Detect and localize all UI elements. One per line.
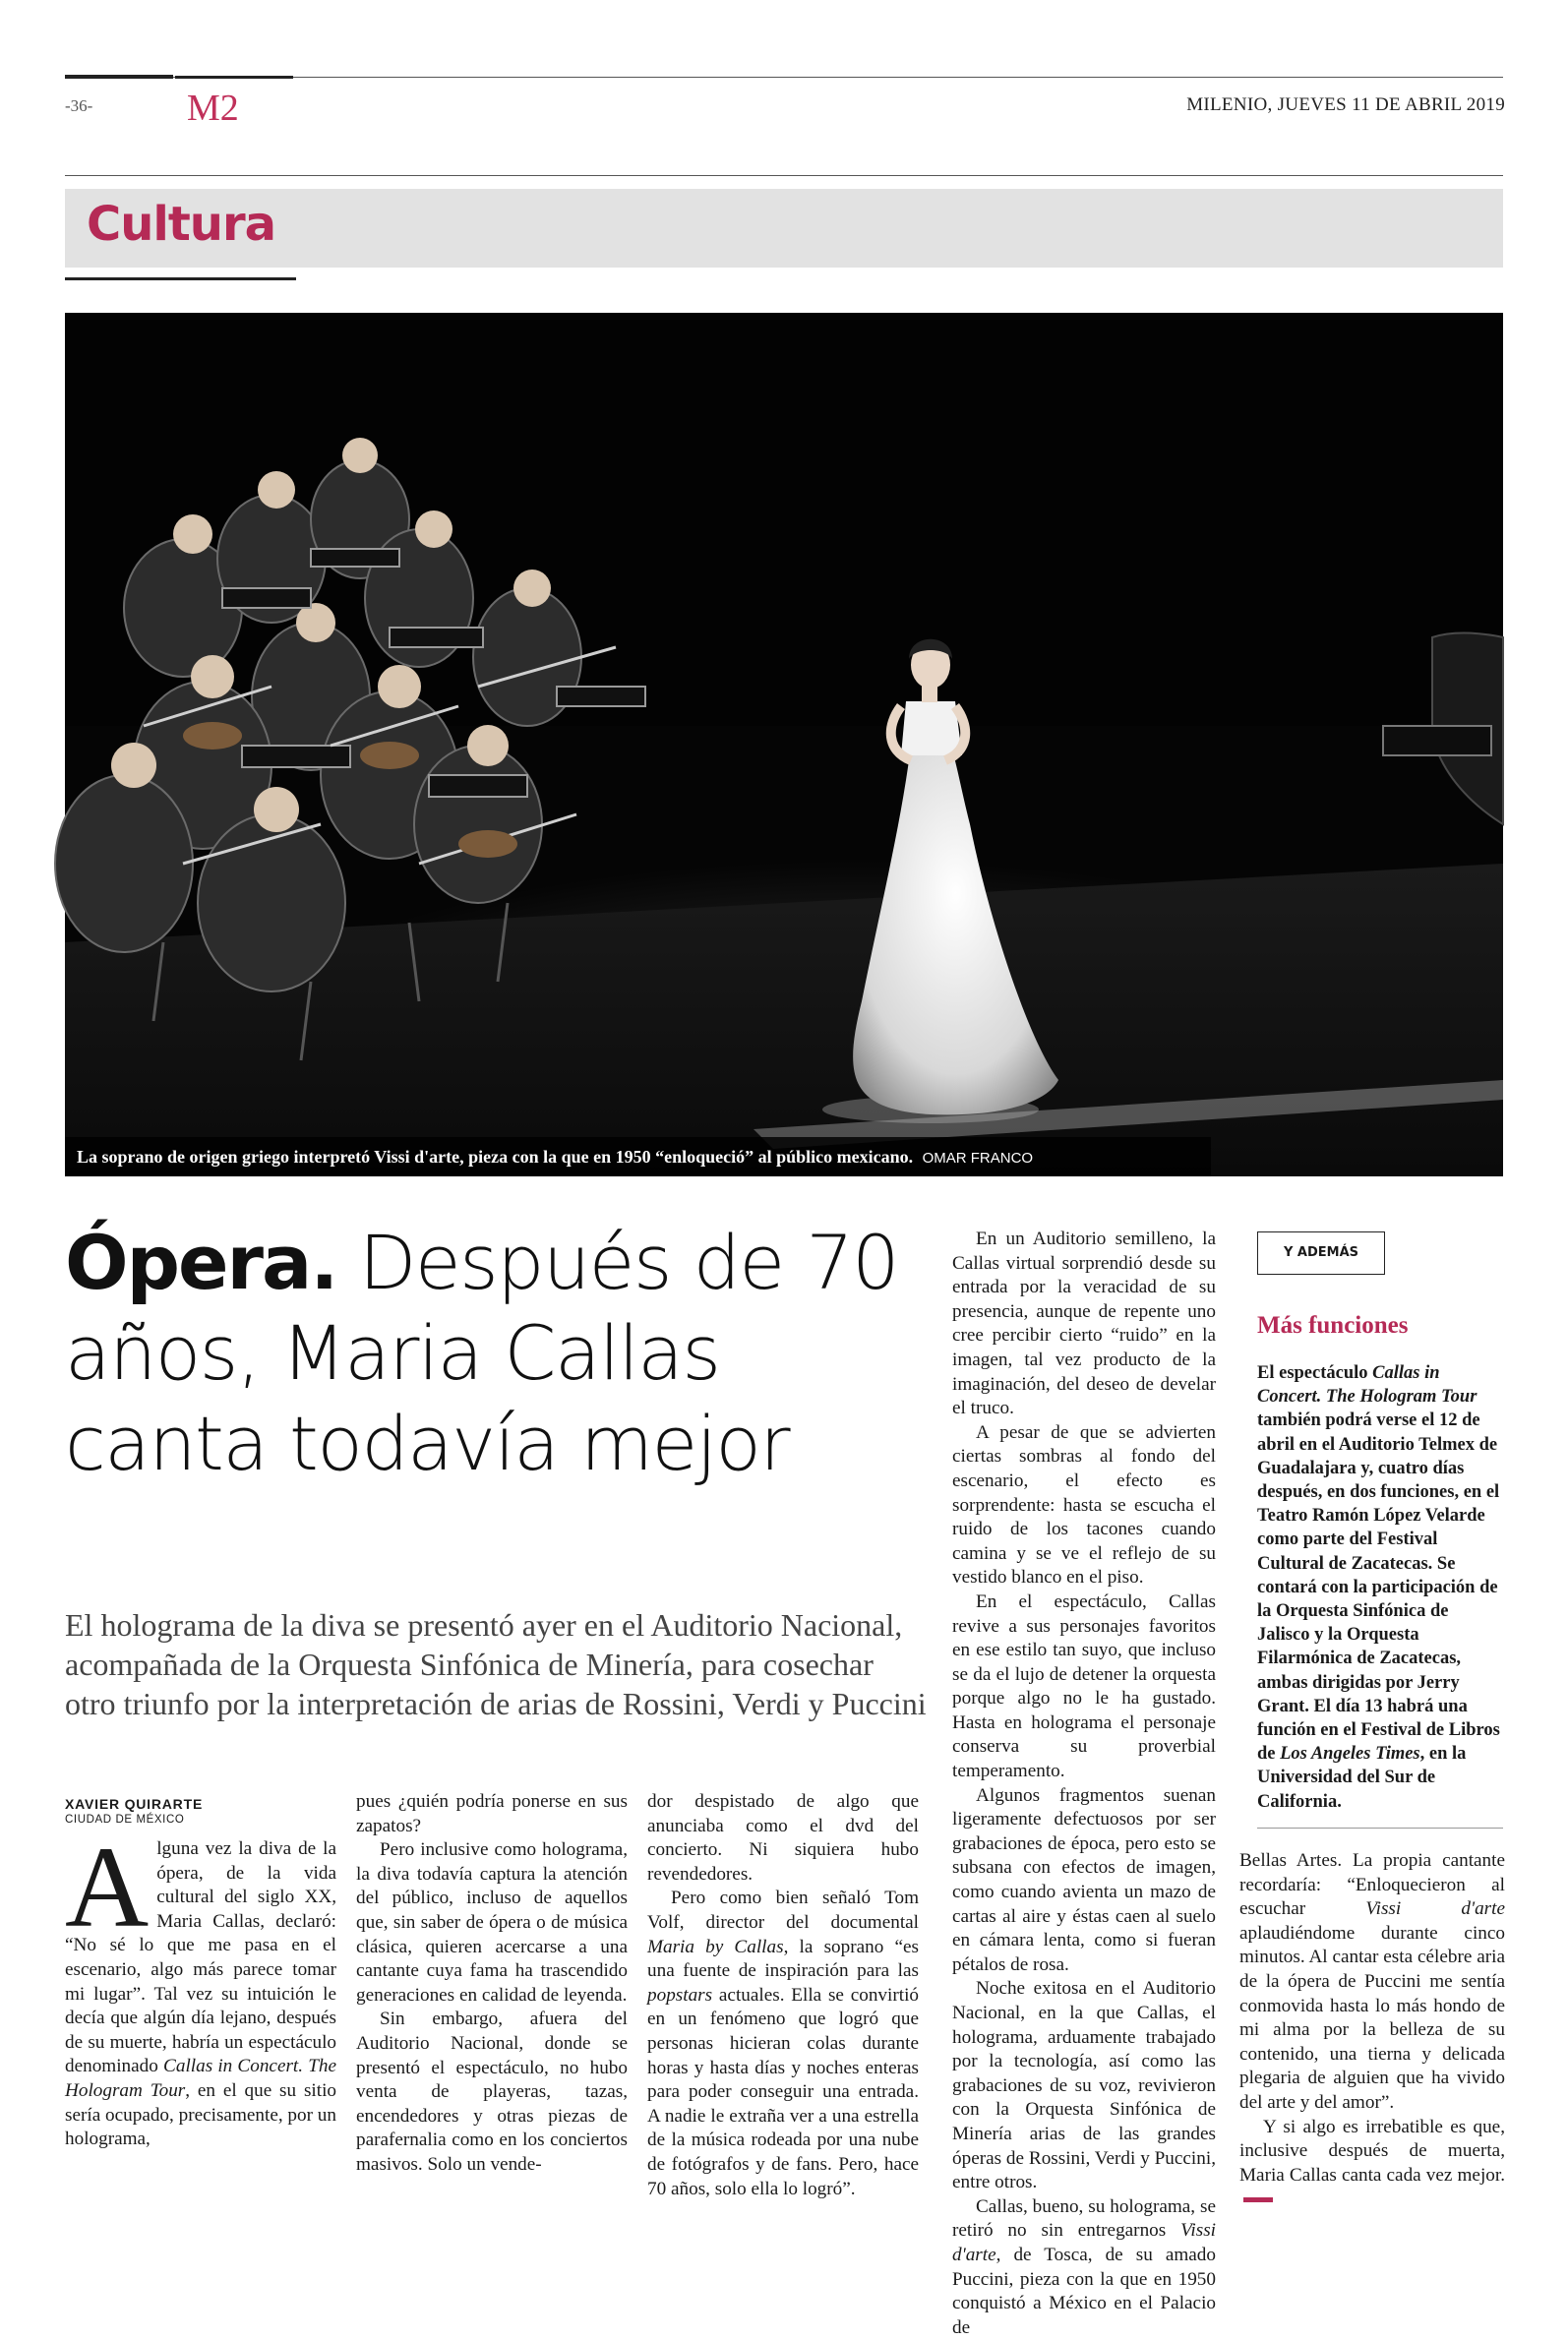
article-paragraph: En el espectáculo, Callas revive a sus personajes favoritos en ese estilo tan suyo, que incluso se da el lujo de detener la orquesta porque algo no le ha gustado. Hasta en holograma el personaje conserva su proverbial temperamento. — [952, 1590, 1216, 1782]
headline-kicker: Ópera. — [65, 1219, 337, 1306]
article-paragraph — [1239, 1849, 1505, 2116]
text-run: Pero como bien señaló Tom Volf, director del documental — [647, 1888, 919, 1933]
article-paragraph: Noche exitosa en el Auditorio Nacional, en la que Callas, el holograma, arduamente trabajado por la tecnología, así como las grabaciones de su voz, revivieron con la Orquesta Sinfónica de Minería arias de las grandes óperas de Rossini, Verdi y Puccini, entre otros. — [952, 1978, 1216, 2193]
article-paragraph — [647, 1887, 919, 2201]
section-band — [65, 189, 1503, 268]
section-code: M2 — [187, 88, 239, 129]
article-paragraph: dor despistado de algo que anunciaba como el dvd del concierto. Ni siquiera hubo revendedores. — [647, 1791, 919, 1885]
emphasis: Maria by Callas — [647, 1936, 784, 1957]
emphasis: Callas in Concert. The Hologram Tour — [65, 2056, 337, 2101]
emphasis: Vissi d'arte — [952, 2220, 1217, 2265]
sidebar-rule — [1257, 1828, 1503, 1829]
emphasis: Vissi d'arte — [1365, 1898, 1505, 1920]
article-paragraph: Pero inclusive como holograma, la diva todavía captura la atención del público, incluso de aquellos que, sin saber de ópera o de música clásica, quieren acercarse a una cantante cuya fama ha trascendido generaciones en calidad de leyenda. — [356, 1839, 628, 2006]
emphasis: Los Angeles Times — [1280, 1744, 1420, 1765]
text-run: , la soprano “es una fuente de inspiración para las — [647, 1936, 919, 1982]
article-column-4 — [952, 1228, 1216, 2340]
text-run: El espectáculo — [1257, 1363, 1368, 1383]
byline — [65, 1796, 203, 1826]
concert-photo-illustration — [65, 313, 1503, 1176]
text-run: actuales. Ella se convirtió en un fenómeno que logró que personas hicieran colas durante horas y hasta días y noches enteras para poder conseguir una entrada. A nadie le extraña ver a una estrella de la música rodeada por una nube de fotógrafos y de fans. Pero, hace 70 años, solo ella lo logró”. — [647, 1984, 920, 2199]
article-paragraph: pues ¿quién podría ponerse en sus zapatos? — [356, 1791, 628, 1836]
article-paragraph — [1239, 2116, 1505, 2212]
photo-credit: OMAR FRANCO — [922, 1150, 1034, 1167]
header-bottom-rule — [65, 175, 1503, 176]
article-column-2 — [356, 1790, 628, 2178]
section-name: Cultura — [87, 197, 276, 252]
text-run: lguna vez la diva de la ópera, de la vida cultural del siglo XX, Maria Callas, declaró: “No sé lo que me pasa en el escenario, algo más parece tomar mi lugar”. Tal vez su intuición le decía que algún día lejano, después de su muerte, habría un espectáculo denominado — [65, 1838, 336, 2077]
article-paragraph — [952, 2195, 1216, 2340]
emphasis: popstars — [647, 1984, 713, 2006]
text-run: , de Tosca, de su amado Puccini, pieza con la que en 1950 conquistó a México en el Palacio de — [952, 2244, 1216, 2338]
headline — [65, 1218, 931, 1489]
article-deck: El holograma de la diva se presentó ayer en el Auditorio Nacional, acompañada de la Orquesta Sinfónica de Minería, para cosechar otro triunfo por la interpretación de arias de Rossini, Verdi y Puccini — [65, 1607, 927, 1721]
article-paragraph: A pesar de que se advierten ciertas sombras al fondo del escenario, el efecto es sorprendente: hasta se escucha el ruido de los tacones cuando camina y se ve el reflejo de su vestido blanco en el piso. — [952, 1421, 1216, 1589]
sidebar-tag: Y ADEMÁS — [1257, 1231, 1385, 1275]
sidebar-body — [1257, 1361, 1503, 1814]
article-paragraph: Sin embargo, afuera del Auditorio Nacional, donde se presentó el espectáculo, no hubo venta de playeras, tazas, encendedores y otras piezas de parafernalia como en los conciertos masivos. Solo un vende- — [356, 2009, 628, 2175]
article-column-1 — [65, 1823, 337, 2152]
caption-text: La soprano de origen griego interpretó Vissi d'arte, pieza con la que en 1950 “enloqueció” al público mexicano. — [77, 1147, 914, 1167]
sidebar-title: Más funciones — [1257, 1312, 1409, 1339]
article-paragraph: Algunos fragmentos suenan ligeramente defectuosos por ser grabaciones de época, pero esto se subsana con efectos de imagen, como cuando avienta un mazo de cartas al aire y éstas caen al suelo en cámara lenta, como si fueran pétalos de rosa. — [952, 1784, 1216, 1975]
page-number: -36- — [65, 96, 93, 115]
text-run: , en el que su sitio sería ocupado, precisamente, por un holograma, — [65, 2079, 336, 2150]
text-run: también podrá verse el 12 de abril en el Auditorio Telmex de Guadalajara y, cuatro días después, en dos funciones, en el Teatro Ramón López Velarde como parte del Festival Cultural de Zacatecas. Se contará con la participación de la Orquesta Sinfónica de Jalisco y la Orquesta Filarmónica de Zacatecas, ambas dirigidas por Jerry Grant. El día 13 habrá una función en el Festival de Libros de — [1257, 1410, 1500, 1765]
text-run: Y si algo es irrebatible es que, inclusive después de muerta, Maria Callas canta cada vez mejor. — [1239, 2116, 1505, 2186]
dateline: MILENIO, JUEVES 11 DE ABRIL 2019 — [1186, 94, 1505, 115]
end-mark — [1243, 2197, 1273, 2202]
article-column-3 — [647, 1790, 919, 2201]
article-column-5 — [1239, 1849, 1505, 2212]
drop-cap: A — [65, 1823, 150, 1951]
section-underline — [65, 277, 296, 280]
text-run: aplaudiéndome durante cinco minutos. Al cantar esta célebre aria de la ópera de Puccini me sentía conmovida hasta lo más hondo de mi alma por la belleza de su contenido, una tierna y delicada plegaria de alguien que ha vivido del arte y del amor”. — [1239, 1922, 1505, 2113]
emphasis: Callas in Concert. The Hologram Tour — [1257, 1363, 1478, 1408]
article-paragraph: En un Auditorio semilleno, la Callas virtual sorprendió desde su entrada por la veracidad de su presencia, aunque de repente uno cree percibir cierto “ruido” en la imagen, tal vez producto de la imaginación, del deseo de develar el truco. — [952, 1229, 1216, 1419]
concert-photo — [65, 313, 1503, 1176]
text-run: Callas, bueno, su holograma, se retiró no sin entregarnos — [952, 2195, 1216, 2242]
text-run: Bellas Artes. La propia cantante recordaría: “Enloquecieron al escuchar — [1239, 1850, 1505, 1920]
top-rule-accent — [65, 75, 173, 79]
top-rule-accent-2 — [175, 76, 293, 79]
author-name: XAVIER QUIRARTE — [65, 1796, 204, 1812]
headline-text: Después de 70 años, Maria Callas canta todavía mejor — [65, 1219, 899, 1487]
photo-caption — [65, 1137, 1211, 1176]
text-run: , en la Universidad del Sur de California. — [1257, 1744, 1467, 1812]
article-paragraph — [65, 1823, 337, 2152]
author-city: CIUDAD DE MÉXICO — [65, 1814, 185, 1826]
